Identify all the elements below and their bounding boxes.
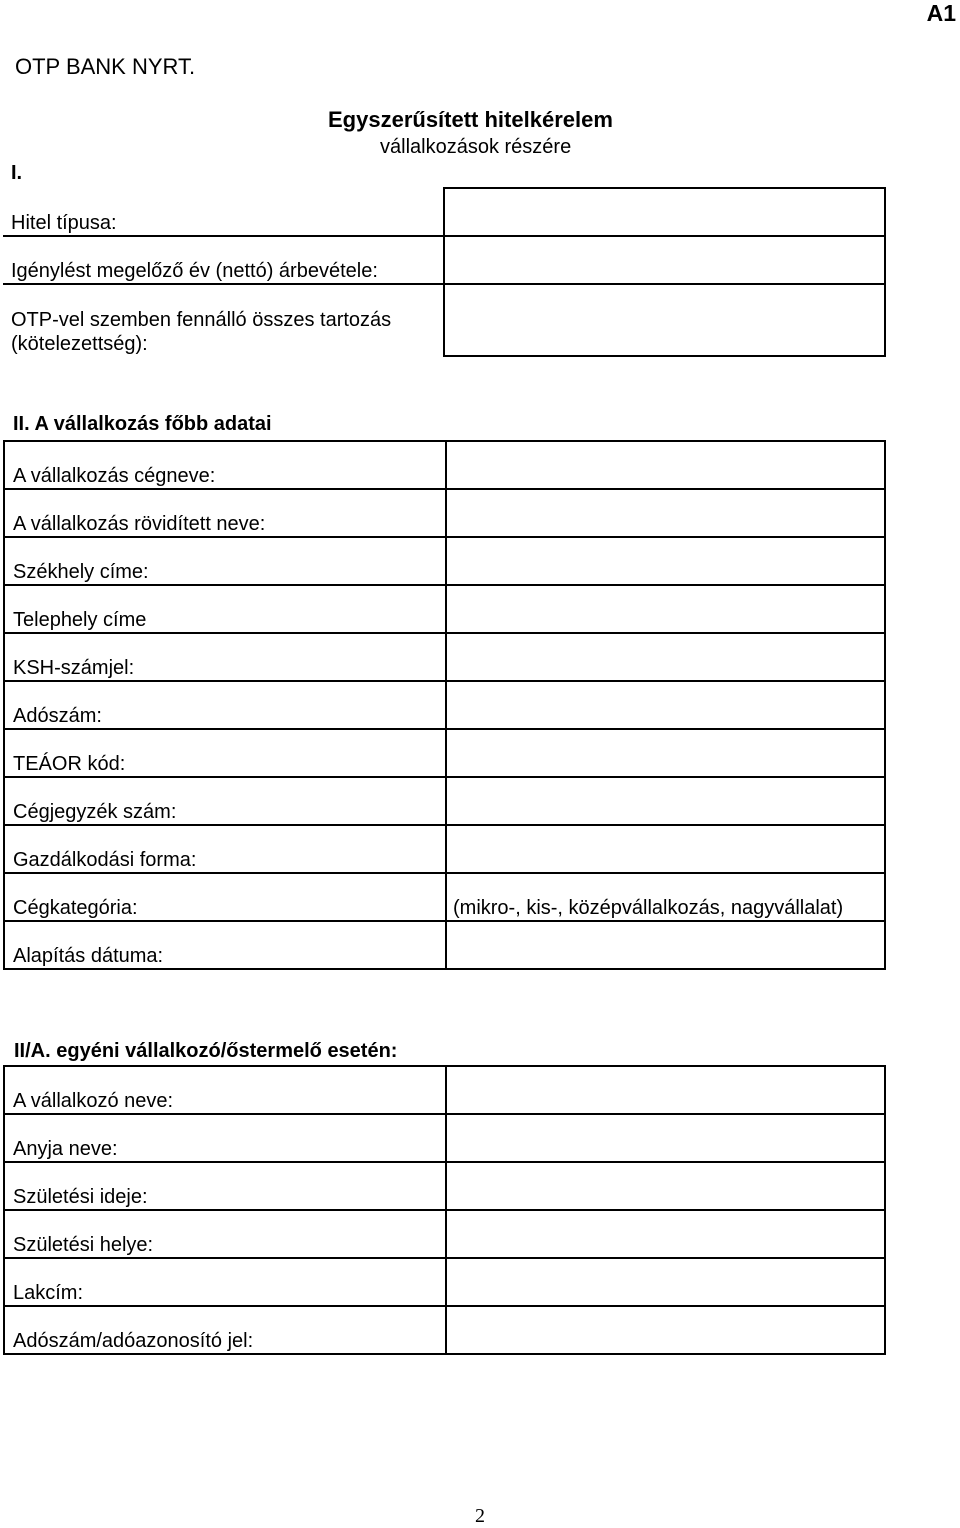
section-2a-heading: II/A. egyéni vállalkozó/őstermelő esetén: bbox=[14, 1040, 398, 1062]
mother-name-field[interactable] bbox=[446, 1114, 885, 1162]
table-row bbox=[4, 1306, 885, 1354]
table-row bbox=[3, 188, 885, 236]
ksh-number-label: KSH-számjel: bbox=[4, 633, 446, 681]
registered-office-field[interactable] bbox=[446, 537, 885, 585]
founding-date-label: Alapítás dátuma: bbox=[4, 921, 446, 969]
section-1-heading: I. bbox=[11, 162, 23, 184]
company-name-label: A vállalkozás cégneve: bbox=[4, 441, 446, 489]
company-short-name-field[interactable] bbox=[446, 489, 885, 537]
table-row bbox=[4, 585, 885, 633]
birth-date-label: Születési ideje: bbox=[4, 1162, 446, 1210]
company-name-field[interactable] bbox=[446, 441, 885, 489]
tax-id-field[interactable] bbox=[446, 1306, 885, 1354]
table-row bbox=[4, 441, 885, 489]
form-code: A1 bbox=[926, 0, 956, 26]
company-category-label: Cégkategória: bbox=[4, 873, 446, 921]
residence-label: Lakcím: bbox=[4, 1258, 446, 1306]
table-row bbox=[4, 537, 885, 585]
table-row bbox=[3, 284, 885, 356]
table-row bbox=[4, 633, 885, 681]
site-address-field[interactable] bbox=[446, 585, 885, 633]
entrepreneur-name-label: A vállalkozó neve: bbox=[4, 1066, 446, 1114]
page-subtitle: vállalkozások részére bbox=[380, 136, 572, 158]
birth-place-label: Születési helye: bbox=[4, 1210, 446, 1258]
table-row bbox=[4, 1162, 885, 1210]
registered-office-label: Székhely címe: bbox=[4, 537, 446, 585]
tax-id-label: Adószám/adóazonosító jel: bbox=[4, 1306, 446, 1354]
tax-number-field[interactable] bbox=[446, 681, 885, 729]
company-category-field[interactable]: (mikro-, kis-, középvállalkozás, nagyvállalat) bbox=[446, 873, 885, 921]
table-row bbox=[4, 489, 885, 537]
birth-place-field[interactable] bbox=[446, 1210, 885, 1258]
teaor-code-label: TEÁOR kód: bbox=[4, 729, 446, 777]
table-row bbox=[4, 1258, 885, 1306]
page-number: 2 bbox=[475, 1505, 485, 1527]
entrepreneur-name-field[interactable] bbox=[446, 1066, 885, 1114]
section-2-table bbox=[3, 440, 886, 970]
page-title: Egyszerűsített hitelkérelem bbox=[328, 107, 613, 132]
bank-name: OTP BANK NYRT. bbox=[15, 54, 196, 79]
loan-type-label: Hitel típusa: bbox=[3, 188, 444, 236]
table-row bbox=[4, 921, 885, 969]
table-row bbox=[4, 873, 885, 921]
total-debt-field[interactable] bbox=[444, 284, 885, 356]
table-row bbox=[3, 236, 885, 284]
founding-date-field[interactable] bbox=[446, 921, 885, 969]
business-form-label: Gazdálkodási forma: bbox=[4, 825, 446, 873]
table-row bbox=[4, 1210, 885, 1258]
prior-year-revenue-field[interactable] bbox=[444, 236, 885, 284]
company-registry-number-label: Cégjegyzék szám: bbox=[4, 777, 446, 825]
company-registry-number-field[interactable] bbox=[446, 777, 885, 825]
site-address-label: Telephely címe bbox=[4, 585, 446, 633]
birth-date-field[interactable] bbox=[446, 1162, 885, 1210]
loan-type-field[interactable] bbox=[444, 188, 885, 236]
section-2a-table bbox=[3, 1065, 886, 1355]
table-row bbox=[4, 729, 885, 777]
table-row bbox=[4, 681, 885, 729]
section-2-heading: II. A vállalkozás főbb adatai bbox=[13, 413, 272, 435]
tax-number-label: Adószám: bbox=[4, 681, 446, 729]
table-row bbox=[4, 777, 885, 825]
table-row bbox=[4, 1066, 885, 1114]
prior-year-revenue-label: Igénylést megelőző év (nettó) árbevétele: bbox=[3, 236, 444, 284]
teaor-code-field[interactable] bbox=[446, 729, 885, 777]
total-debt-label: OTP-vel szemben fennálló összes tartozás (kötelezettség): bbox=[3, 284, 444, 356]
business-form-field[interactable] bbox=[446, 825, 885, 873]
section-1-table bbox=[3, 187, 886, 357]
table-row bbox=[4, 1114, 885, 1162]
company-short-name-label: A vállalkozás rövidített neve: bbox=[4, 489, 446, 537]
table-row bbox=[4, 825, 885, 873]
ksh-number-field[interactable] bbox=[446, 633, 885, 681]
residence-field[interactable] bbox=[446, 1258, 885, 1306]
mother-name-label: Anyja neve: bbox=[4, 1114, 446, 1162]
